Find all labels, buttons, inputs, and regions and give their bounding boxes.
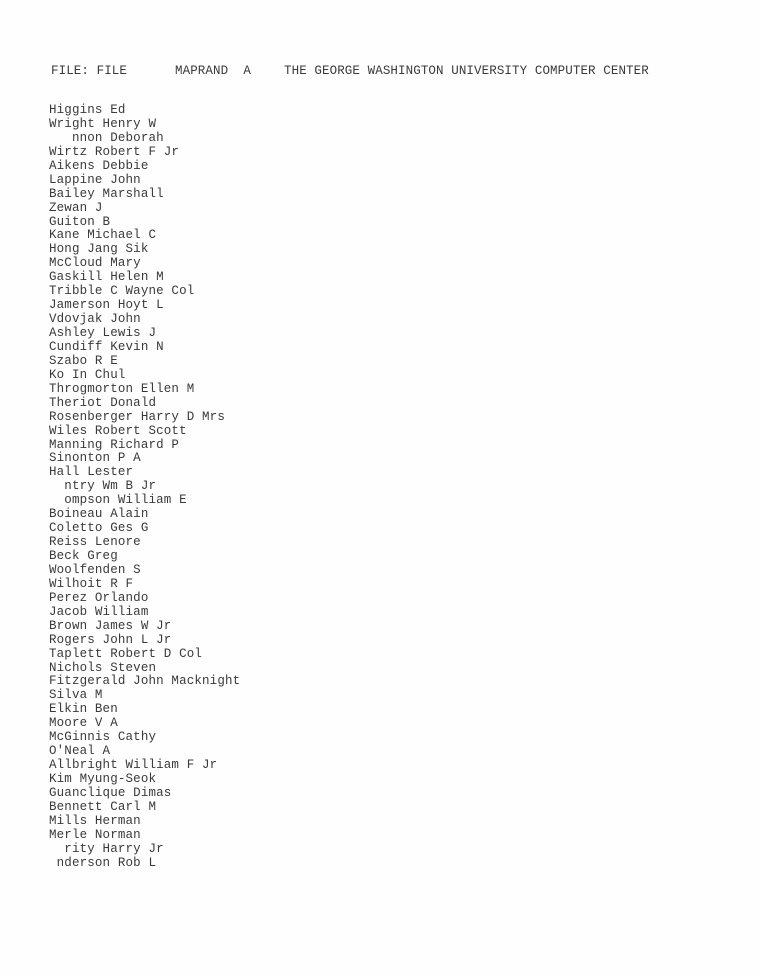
name-entry: Rosenberger Harry D Mrs xyxy=(49,409,225,424)
names-list xyxy=(49,104,240,871)
name-entry: Wilhoit R F xyxy=(49,576,134,591)
name-entry: Bennett Carl M xyxy=(49,799,157,814)
name-entry: Elkin Ben xyxy=(49,702,118,717)
name-entry: Kim Myung-Seok xyxy=(49,772,157,786)
name-entry: Vdovjak John xyxy=(49,312,141,327)
name-entry: Aikens Debbie xyxy=(49,158,149,173)
name-entry: Higgins Ed xyxy=(49,103,126,117)
name-entry: Guanclique Dimas xyxy=(49,785,172,800)
name-entry: Wiles Robert Scott xyxy=(49,423,187,438)
name-entry: ompson William E xyxy=(49,493,187,508)
file-label: FILE: FILE xyxy=(51,64,128,78)
name-entry: Reiss Lenore xyxy=(49,535,141,550)
name-entry: Fitzgerald John Macknight xyxy=(49,674,241,689)
name-entry: Szabo R E xyxy=(49,353,118,368)
name-entry: Mills Herman xyxy=(49,813,141,828)
name-entry: Woolfenden S xyxy=(49,562,141,577)
name-entry: McGinnis Cathy xyxy=(49,730,157,745)
institution-name: THE GEORGE WASHINGTON UNIVERSITY COMPUTER CENTER xyxy=(284,64,649,78)
name-entry: Hong Jang Sik xyxy=(49,242,149,257)
name-entry: Coletto Ges G xyxy=(49,521,149,536)
name-entry: Kane Michael C xyxy=(49,228,157,243)
name-entry: Ashley Lewis J xyxy=(49,326,157,340)
name-entry: Bailey Marshall xyxy=(49,186,164,201)
page-header xyxy=(51,63,649,79)
name-entry: Zewan J xyxy=(49,200,103,215)
name-entry: Allbright William F Jr xyxy=(49,758,218,773)
name-entry: Hall Lester xyxy=(49,465,134,480)
name-entry: Guiton B xyxy=(49,214,111,229)
name-entry: Manning Richard P xyxy=(49,437,180,452)
name-entry: Perez Orlando xyxy=(49,590,149,605)
name-entry: rity Harry Jr xyxy=(49,841,164,856)
name-entry: Wirtz Robert F Jr xyxy=(49,144,180,159)
name-entry: Nichols Steven xyxy=(49,660,157,675)
name-entry: Cundiff Kevin N xyxy=(49,339,164,354)
name-entry: Boineau Alain xyxy=(49,507,149,522)
program-name: MAPRAND A xyxy=(175,64,252,78)
name-entry: McCloud Mary xyxy=(49,256,141,271)
name-entry: Gaskill Helen M xyxy=(49,270,164,285)
name-entry: Silva M xyxy=(49,688,103,703)
name-entry: Brown James W Jr xyxy=(49,618,172,633)
name-entry: Throgmorton Ellen M xyxy=(49,381,195,396)
name-entry: Taplett Robert D Col xyxy=(49,646,203,661)
name-entry: Sinonton P A xyxy=(49,451,141,466)
name-entry: nderson Rob L xyxy=(49,855,157,870)
name-entry: ntry Wm B Jr xyxy=(49,479,157,494)
name-entry: Beck Greg xyxy=(49,549,118,563)
name-entry: Jacob William xyxy=(49,604,149,619)
name-entry: Tribble C Wayne Col xyxy=(49,284,195,299)
name-entry: Theriot Donald xyxy=(49,395,157,410)
name-entry: nnon Deborah xyxy=(49,130,164,145)
name-entry: Lappine John xyxy=(49,172,141,187)
name-entry: Wright Henry W xyxy=(49,116,157,131)
name-entry: Rogers John L Jr xyxy=(49,632,172,647)
name-entry: Moore V A xyxy=(49,716,118,731)
name-entry: Jamerson Hoyt L xyxy=(49,298,164,313)
name-entry: Merle Norman xyxy=(49,827,141,842)
name-entry: O'Neal A xyxy=(49,744,111,759)
name-entry: Ko In Chul xyxy=(49,367,126,382)
